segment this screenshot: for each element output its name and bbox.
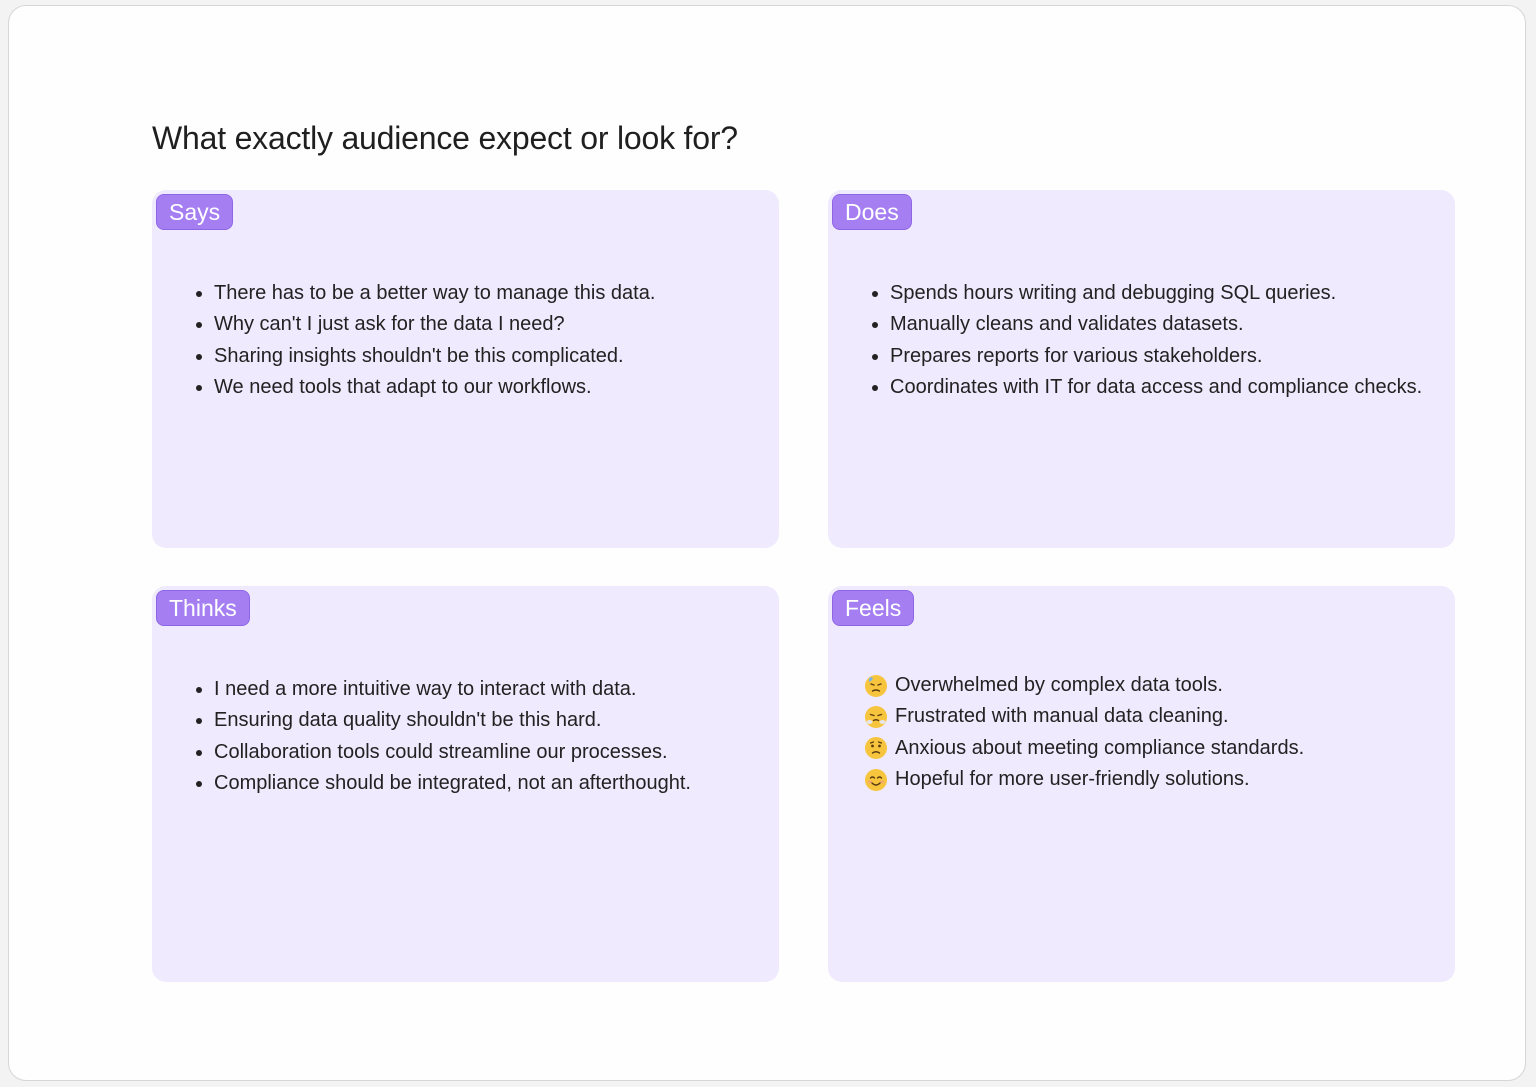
feels-item-text: Anxious about meeting compliance standards. — [895, 736, 1305, 759]
thinks-item: • Compliance should be integrated, not an afterthought. — [214, 768, 749, 799]
does-card — [828, 190, 1455, 548]
does-item: • Spends hours writing and debugging SQL queries. — [890, 278, 1425, 309]
says-item: • We need tools that adapt to our workflows. — [214, 372, 749, 403]
says-list — [152, 278, 749, 403]
does-list — [828, 278, 1425, 403]
does-label: Does — [832, 194, 912, 230]
thinks-item: • Collaboration tools could streamline our processes. — [214, 737, 749, 768]
says-label: Says — [156, 194, 233, 230]
feels-item — [864, 764, 1425, 795]
thinks-item: • I need a more intuitive way to interact with data. — [214, 674, 749, 705]
does-item: • Prepares reports for various stakeholders. — [890, 341, 1425, 372]
feels-item — [864, 733, 1425, 764]
thinks-label: Thinks — [156, 590, 250, 626]
page-title: What exactly audience expect or look for? — [152, 120, 738, 156]
feels-label: Feels — [832, 590, 914, 626]
does-item: • Manually cleans and validates datasets. — [890, 309, 1425, 340]
downcast-sweat-face-icon — [864, 674, 888, 698]
steam-nose-face-icon — [864, 705, 888, 729]
smiling-face-icon — [864, 768, 888, 792]
feels-item-text: Overwhelmed by complex data tools. — [895, 674, 1223, 696]
thinks-card — [152, 586, 779, 982]
says-item: • Why can't I just ask for the data I need? — [214, 309, 749, 340]
canvas-frame — [8, 5, 1526, 1081]
thinks-item: • Ensuring data quality shouldn't be this hard. — [214, 705, 749, 736]
worried-face-icon — [864, 736, 888, 760]
feels-card — [828, 586, 1455, 982]
feels-item — [864, 701, 1425, 732]
feels-list — [864, 670, 1425, 795]
does-item: • Coordinates with IT for data access and compliance checks. — [890, 372, 1425, 403]
feels-item-text: Frustrated with manual data cleaning. — [895, 705, 1229, 728]
feels-item — [864, 670, 1425, 701]
feels-item-text: Hopeful for more user-friendly solutions. — [895, 767, 1250, 790]
thinks-list — [152, 674, 749, 799]
says-card — [152, 190, 779, 548]
says-item: • Sharing insights shouldn't be this complicated. — [214, 341, 749, 372]
says-item: • There has to be a better way to manage this data. — [214, 278, 749, 309]
